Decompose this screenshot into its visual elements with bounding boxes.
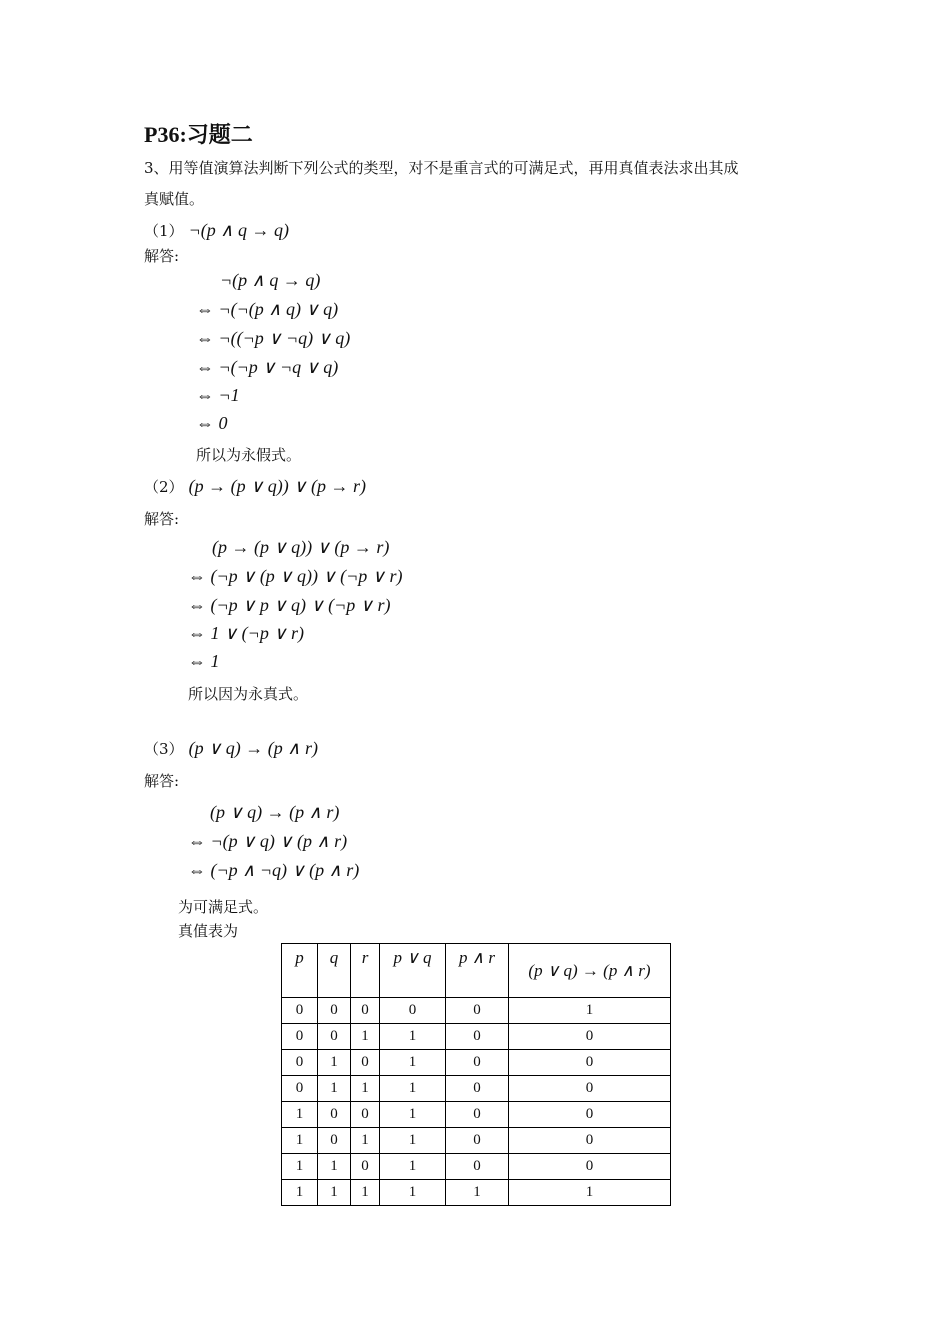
table-cell: 1 <box>282 1180 318 1206</box>
table-cell: 1 <box>351 1180 380 1206</box>
table-cell: 1 <box>351 1024 380 1050</box>
table-cell: 1 <box>318 1076 351 1102</box>
table-row <box>282 1076 671 1102</box>
problem-1-conclusion: 所以为永假式。 <box>196 446 302 464</box>
table-cell: 0 <box>509 1102 671 1128</box>
problem-3-label: （3） <box>144 740 184 758</box>
problem-2-step: ⇔ (¬p ∨ (p ∨ q)) ∨ (¬p ∨ r) <box>188 566 403 586</box>
table-cell: 0 <box>446 1050 509 1076</box>
table-cell: 1 <box>282 1102 318 1128</box>
table-cell: 1 <box>509 1180 671 1206</box>
table-cell: 0 <box>351 1102 380 1128</box>
problem-2-step: (p → (p ∨ q)) ∨ (p → r) <box>212 537 390 557</box>
table-cell: 0 <box>282 1076 318 1102</box>
table-cell: 0 <box>509 1128 671 1154</box>
problem-3-answer-label: 解答: <box>144 772 180 790</box>
table-cell: 1 <box>446 1180 509 1206</box>
table-cell: 1 <box>380 1128 446 1154</box>
table-cell: 0 <box>509 1024 671 1050</box>
truth-table-caption: 真值表为 <box>178 922 239 940</box>
problem-1-step: ⇔ ¬(¬p ∨ ¬q ∨ q) <box>196 357 339 377</box>
table-row <box>282 1050 671 1076</box>
table-cell: 0 <box>446 1102 509 1128</box>
table-cell: 0 <box>351 1050 380 1076</box>
problem-2-answer-label: 解答: <box>144 510 180 528</box>
column-header-r: r <box>351 944 380 998</box>
table-cell: 1 <box>318 1180 351 1206</box>
problem-3-conclusion: 为可满足式。 <box>178 898 269 916</box>
problem-1-step: ⇔ ¬((¬p ∨ ¬q) ∨ q) <box>196 328 351 348</box>
table-cell: 1 <box>351 1128 380 1154</box>
table-cell: 0 <box>509 1154 671 1180</box>
table-cell: 1 <box>282 1154 318 1180</box>
problem-2-step: ⇔ 1 ∨ (¬p ∨ r) <box>188 623 304 643</box>
table-row <box>282 1128 671 1154</box>
problem-1-answer-label: 解答: <box>144 247 180 265</box>
table-cell: 0 <box>446 998 509 1024</box>
table-cell: 0 <box>351 1154 380 1180</box>
problem-2-conclusion: 所以因为永真式。 <box>188 685 309 703</box>
problem-3-formula: (p ∨ q) → (p ∧ r) <box>188 738 318 758</box>
table-cell: 1 <box>380 1024 446 1050</box>
column-header-p-or-q: p ∨ q <box>380 944 446 998</box>
problem-3-heading <box>144 738 318 759</box>
table-cell: 1 <box>509 998 671 1024</box>
table-cell: 1 <box>380 1180 446 1206</box>
table-cell: 1 <box>318 1154 351 1180</box>
table-cell: 0 <box>446 1128 509 1154</box>
table-cell: 1 <box>351 1076 380 1102</box>
problem-1-heading <box>144 220 289 241</box>
truth-table <box>281 943 671 1206</box>
problem-1-label: （1） <box>144 222 184 240</box>
table-cell: 0 <box>351 998 380 1024</box>
table-cell: 0 <box>446 1076 509 1102</box>
problem-1-step: ¬(p ∧ q → q) <box>220 270 321 290</box>
problem-2-formula: (p → (p ∨ q)) ∨ (p → r) <box>188 476 366 496</box>
intro-line-2: 真赋值。 <box>144 190 205 208</box>
table-cell: 1 <box>282 1128 318 1154</box>
column-header-q: q <box>318 944 351 998</box>
table-cell: 0 <box>446 1154 509 1180</box>
table-cell: 0 <box>318 1128 351 1154</box>
table-cell: 1 <box>318 1050 351 1076</box>
problem-2-step: ⇔ 1 <box>188 651 220 671</box>
intro-line-1: 3、用等值演算法判断下列公式的类型，对不是重言式的可满足式，再用真值表法求出其成 <box>144 159 739 177</box>
problem-1-step: ⇔ ¬1 <box>196 385 240 405</box>
problem-1-formula: ¬(p ∧ q → q) <box>188 220 289 240</box>
table-row <box>282 1024 671 1050</box>
table-cell: 0 <box>380 998 446 1024</box>
problem-1-step: ⇔ 0 <box>196 413 228 433</box>
problem-2-label: （2） <box>144 478 184 496</box>
column-header-result: (p ∨ q) → (p ∧ r) <box>509 944 671 998</box>
table-row <box>282 1154 671 1180</box>
column-header-p: p <box>282 944 318 998</box>
problem-3-step: ⇔ (¬p ∧ ¬q) ∨ (p ∧ r) <box>188 860 360 880</box>
table-cell: 0 <box>318 1024 351 1050</box>
page-title: P36:习题二 <box>144 122 253 147</box>
problem-2-step: ⇔ (¬p ∨ p ∨ q) ∨ (¬p ∨ r) <box>188 595 391 615</box>
table-cell: 0 <box>446 1024 509 1050</box>
problem-3-step: (p ∨ q) → (p ∧ r) <box>210 802 340 822</box>
table-cell: 0 <box>282 1050 318 1076</box>
table-row <box>282 1180 671 1206</box>
table-row <box>282 1102 671 1128</box>
table-cell: 1 <box>380 1102 446 1128</box>
column-header-p-and-r: p ∧ r <box>446 944 509 998</box>
problem-1-step: ⇔ ¬(¬(p ∧ q) ∨ q) <box>196 299 339 319</box>
table-cell: 0 <box>509 1050 671 1076</box>
table-cell: 1 <box>380 1050 446 1076</box>
table-cell: 1 <box>380 1154 446 1180</box>
table-cell: 0 <box>282 998 318 1024</box>
problem-3-step: ⇔ ¬(p ∨ q) ∨ (p ∧ r) <box>188 831 348 851</box>
table-cell: 1 <box>380 1076 446 1102</box>
table-cell: 0 <box>318 998 351 1024</box>
truth-table-header-row <box>282 944 671 998</box>
table-cell: 0 <box>318 1102 351 1128</box>
table-cell: 0 <box>509 1076 671 1102</box>
problem-2-heading <box>144 476 366 497</box>
table-cell: 0 <box>282 1024 318 1050</box>
table-row <box>282 998 671 1024</box>
